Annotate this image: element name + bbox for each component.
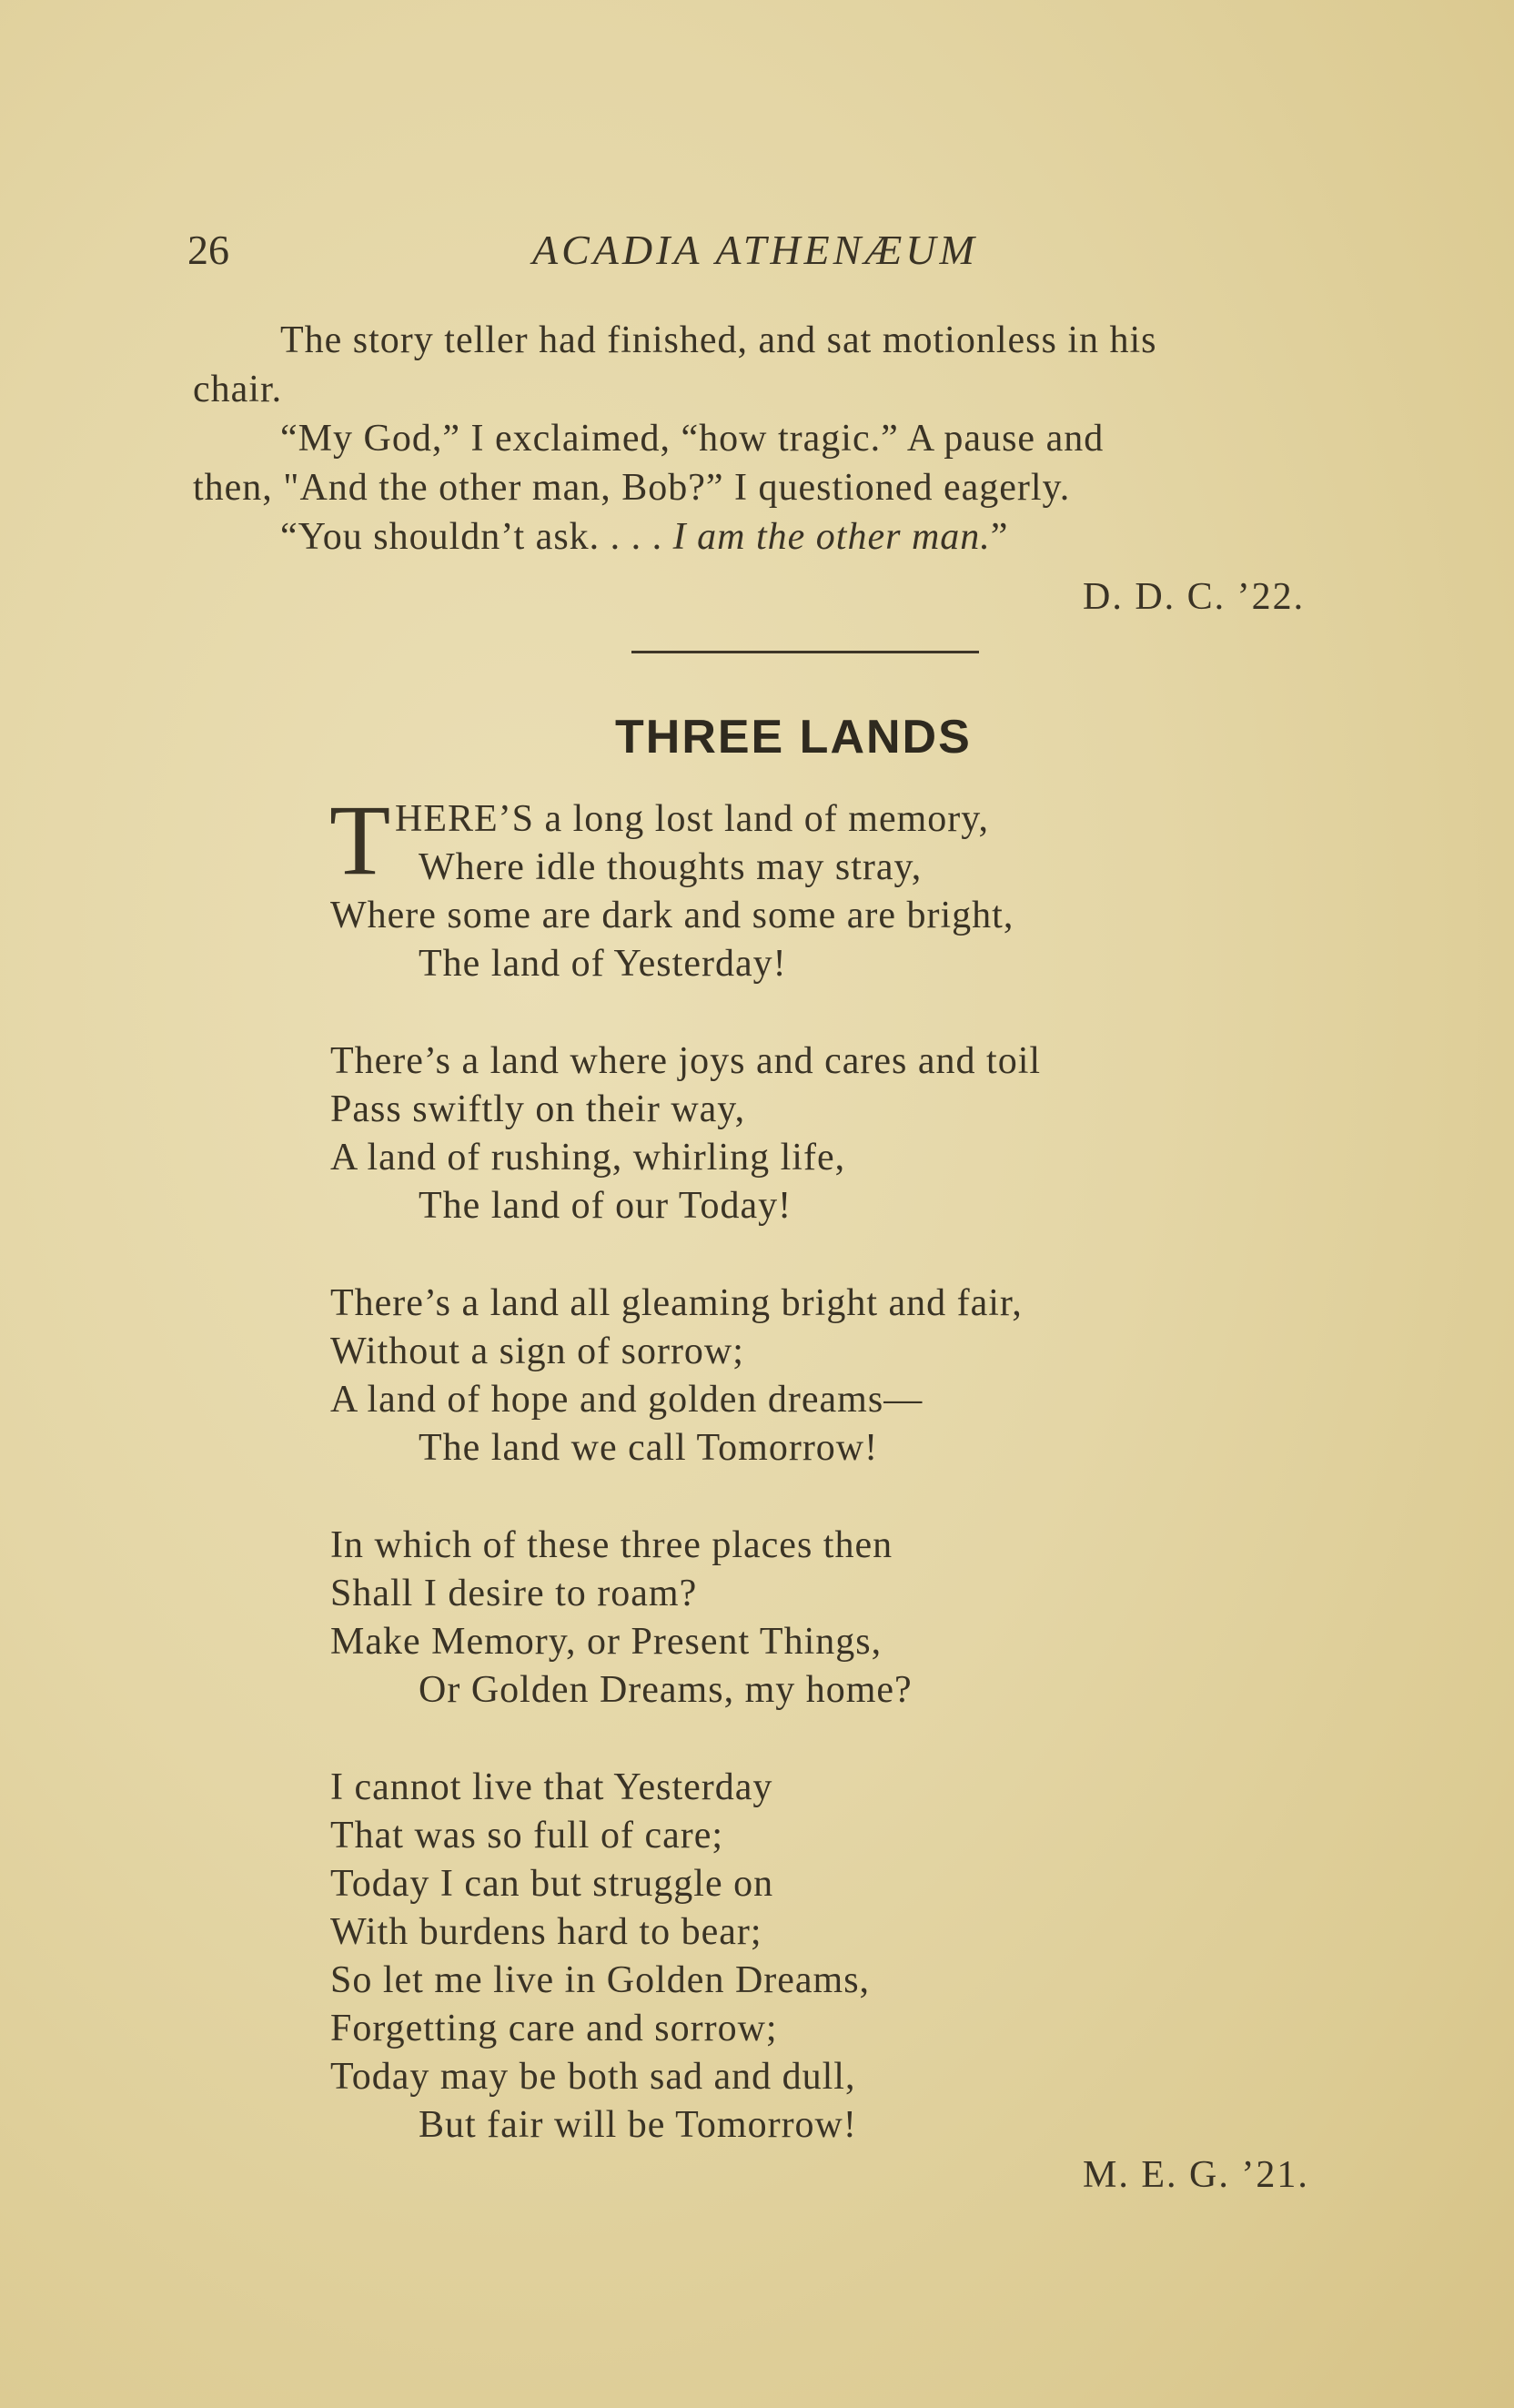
poem-line: A land of rushing, whirling life, [330, 1137, 846, 1179]
poem-line: Make Memory, or Present Things, [330, 1621, 883, 1663]
poem-line: Shall I desire to roam? [330, 1573, 698, 1614]
page-number: 26 [187, 227, 229, 273]
poem-line: Without a sign of sorrow; [330, 1330, 744, 1372]
poem-line: A land of hope and golden dreams— [330, 1379, 924, 1421]
story-line: The story teller had finished, and sat motionless in his [280, 319, 1157, 361]
section-divider [631, 651, 979, 653]
poem-line: But fair will be Tomorrow! [419, 2104, 857, 2146]
poem-line: With burdens hard to bear; [330, 1911, 762, 1953]
poem-line: In which of these three places then [330, 1524, 893, 1566]
story-line: chair. [193, 369, 283, 410]
poem-line: Today may be both sad and dull, [330, 2056, 856, 2098]
poem-line: Where idle thoughts may stray, [419, 846, 923, 888]
poem-line: The land of Yesterday! [419, 943, 787, 985]
story-closing-quote: ” [990, 516, 1009, 558]
poem-title: THREE LANDS [615, 711, 972, 764]
story-signature: D. D. C. ’22. [1083, 576, 1306, 618]
story-line: then, "And the other man, Bob?” I questioned eagerly. [193, 467, 1071, 509]
poem-line: The land we call Tomorrow! [419, 1427, 879, 1469]
story-line-text: “You shouldn’t ask. . . . [280, 516, 673, 558]
story-line-final [280, 515, 1008, 559]
poem-line: Where some are dark and some are bright, [330, 895, 1014, 936]
poem-line: Today I can but struggle on [330, 1863, 774, 1905]
poem-line: I cannot live that Yesterday [330, 1766, 773, 1808]
poem-line: So let me live in Golden Dreams, [330, 1959, 871, 2001]
poem-line: There’s a land all gleaming bright and fair, [330, 1282, 1023, 1324]
drop-cap: T [329, 784, 391, 895]
poem-line: Forgetting care and sorrow; [330, 2008, 778, 2049]
poem-line: There’s a land where joys and cares and toil [330, 1040, 1042, 1082]
poem-line: Or Golden Dreams, my home? [419, 1669, 913, 1711]
running-title: ACADIA ATHENÆUM [532, 227, 978, 273]
poem-line: Pass swiftly on their way, [330, 1088, 746, 1130]
poem-line: The land of our Today! [419, 1185, 792, 1227]
story-italic-ending: I am the other man. [672, 516, 991, 558]
poem-signature: M. E. G. ’21. [1083, 2154, 1309, 2196]
poem-line: That was so full of care; [330, 1815, 724, 1857]
story-line: “My God,” I exclaimed, “how tragic.” A pause and [280, 418, 1105, 460]
poem-line: HERE’S a long lost land of memory, [395, 798, 990, 840]
